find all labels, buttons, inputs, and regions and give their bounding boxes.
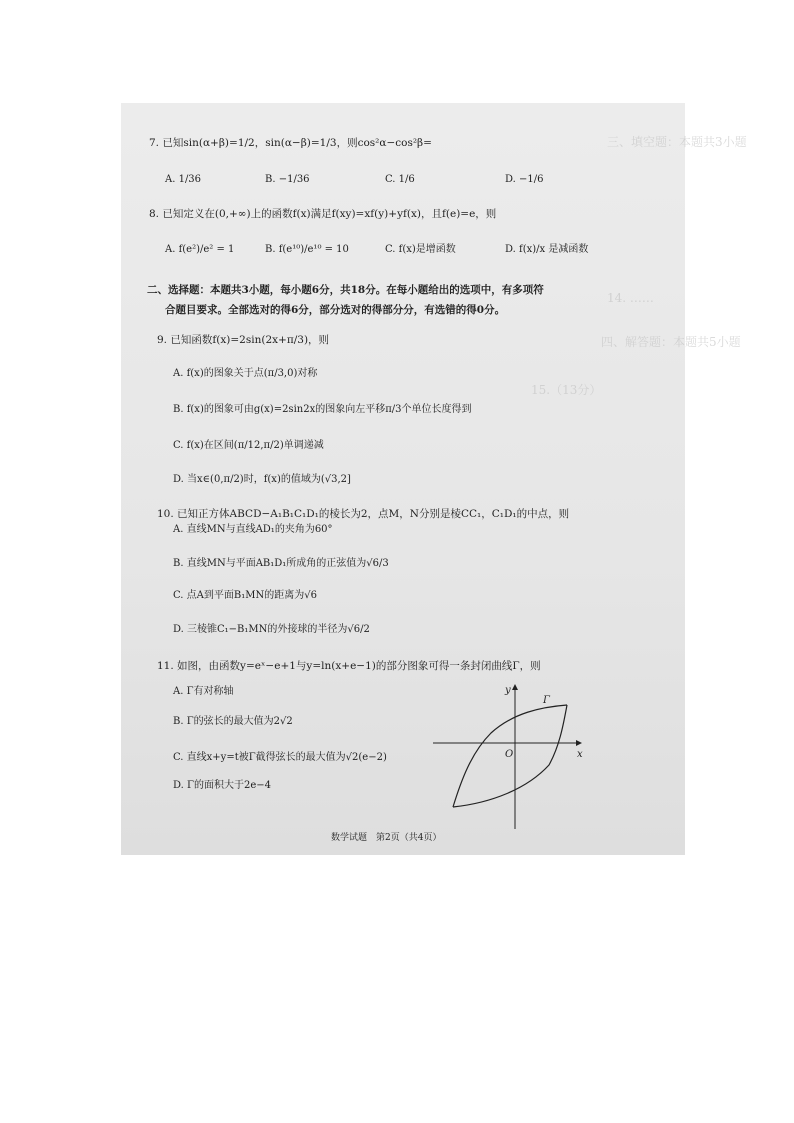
q11-option-c: C. 直线x+y=t被Γ截得弦长的最大值为√2(e−2) bbox=[173, 752, 387, 763]
q9-option-b: B. f(x)的图象可由g(x)=2sin2x的图象向左平移π/3个单位长度得到 bbox=[173, 404, 472, 415]
q10-option-a: A. 直线MN与直线AD₁的夹角为60° bbox=[173, 524, 333, 535]
gamma-label: Γ bbox=[543, 695, 550, 706]
closed-curve-figure bbox=[431, 681, 591, 831]
q11-option-a: A. Γ有对称轴 bbox=[173, 686, 234, 697]
bleed-through-text: 四、解答题：本题共5小题 bbox=[601, 335, 741, 349]
q8-option-d: D. f(x)/x 是减函数 bbox=[505, 244, 589, 255]
q7-option-c: C. 1/6 bbox=[385, 174, 415, 185]
q7-option-d: D. −1/6 bbox=[505, 174, 544, 185]
q11-option-b: B. Γ的弦长的最大值为2√2 bbox=[173, 716, 293, 727]
q10-option-d: D. 三棱锥C₁−B₁MN的外接球的半径为√6/2 bbox=[173, 624, 370, 635]
x-axis-label: x bbox=[577, 749, 583, 760]
q9-option-a: A. f(x)的图象关于点(π/3,0)对称 bbox=[173, 368, 318, 379]
bleed-through-text: 15.（13分） bbox=[531, 383, 602, 397]
section-2-heading-line2: 合题目要求。全部选对的得6分，部分选对的得部分分，有选错的得0分。 bbox=[165, 304, 506, 316]
bleed-through-text: 14. …… bbox=[607, 291, 654, 305]
q7-option-a: A. 1/36 bbox=[165, 174, 202, 185]
question-9-stem: 9. 已知函数f(x)=2sin(2x+π/3)，则 bbox=[157, 334, 330, 346]
q9-option-c: C. f(x)在区间(π/12,π/2)单调递减 bbox=[173, 440, 324, 451]
q8-option-a: A. f(e²)/e² = 1 bbox=[165, 244, 235, 255]
origin-label: O bbox=[505, 749, 514, 760]
q11-option-d: D. Γ的面积大于2e−4 bbox=[173, 780, 271, 791]
q8-option-c: C. f(x)是增函数 bbox=[385, 244, 456, 255]
exam-page-photo bbox=[121, 103, 747, 855]
question-8-stem: 8. 已知定义在(0,+∞)上的函数f(x)满足f(xy)=xf(y)+yf(x)，且f(e)=e，则 bbox=[149, 208, 497, 220]
q10-option-b: B. 直线MN与平面AB₁D₁所成角的正弦值为√6/3 bbox=[173, 558, 389, 569]
q9-option-d: D. 当x∈(0,π/2)时，f(x)的值域为(√3,2] bbox=[173, 474, 351, 485]
q10-option-c: C. 点A到平面B₁MN的距离为√6 bbox=[173, 590, 317, 601]
page-footer: 数学试题 第2页（共4页） bbox=[331, 833, 442, 843]
question-10-stem: 10. 已知正方体ABCD−A₁B₁C₁D₁的棱长为2，点M，N分别是棱CC₁，C₁D₁的中点，则 bbox=[157, 508, 570, 520]
question-7-stem: 7. 已知sin(α+β)=1/2，sin(α−β)=1/3，则cos²α−cos²β= bbox=[149, 137, 432, 149]
bleed-through-text: 三、填空题：本题共3小题 bbox=[607, 135, 747, 149]
question-11-stem: 11. 如图，由函数y=eˣ−e+1与y=ln(x+e−1)的部分图象可得一条封闭曲线Γ，则 bbox=[157, 660, 541, 672]
y-axis-label: y bbox=[505, 685, 511, 696]
section-2-heading-line1: 二、选择题：本题共3小题，每小题6分，共18分。在每小题给出的选项中，有多项符 bbox=[147, 284, 544, 296]
q8-option-b: B. f(e¹⁰)/e¹⁰ = 10 bbox=[265, 244, 349, 255]
q7-option-b: B. −1/36 bbox=[265, 174, 310, 185]
